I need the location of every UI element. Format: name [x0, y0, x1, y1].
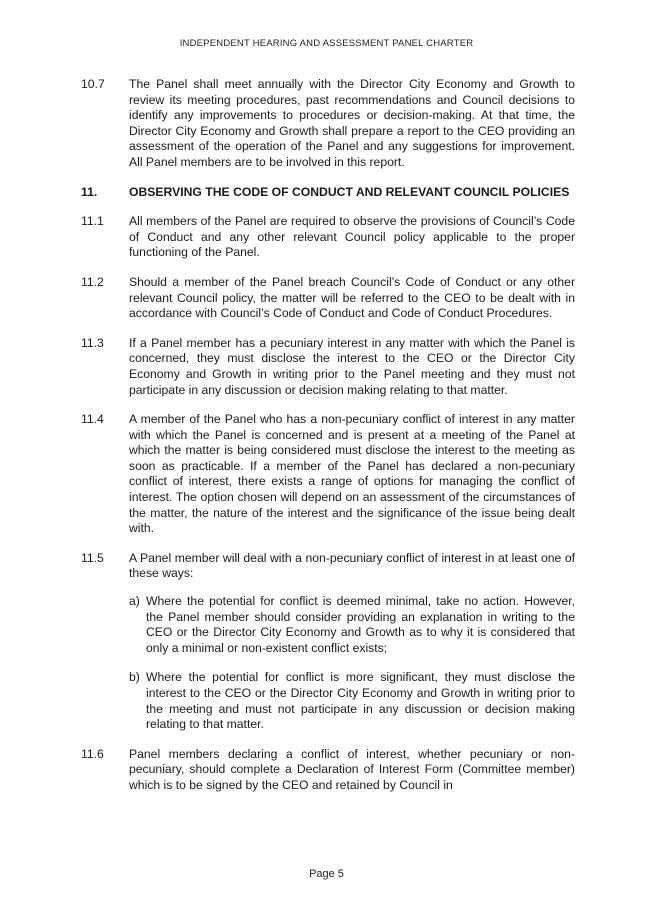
- clause-text: All members of the Panel are required to observe the provisions of Council’s Code of Conduct and any other relevant Council policy applicable to the proper functioning of the Panel.: [129, 214, 575, 260]
- clause-10-7: [81, 77, 575, 171]
- page-number: Page 5: [309, 868, 344, 880]
- section-title: OBSERVING THE CODE OF CONDUCT AND RELEVANT COUNCIL POLICIES: [129, 184, 570, 199]
- clause-number: 11.4: [81, 412, 104, 427]
- clause-number: 11.6: [81, 746, 104, 761]
- clause-text: A Panel member will deal with a non-pecuniary conflict of interest in at least one of these ways:: [129, 550, 575, 581]
- clause-11-3: [81, 336, 575, 398]
- clause-11-5: [81, 551, 575, 582]
- clause-11-4: [81, 412, 575, 537]
- list-item: [129, 594, 575, 656]
- clause-number: 10.7: [81, 77, 105, 91]
- clause-11-5-options: [129, 594, 575, 733]
- clause-11-6: [81, 747, 575, 794]
- clause-11-1: [81, 214, 575, 261]
- document-body: [81, 77, 575, 808]
- clause-number: 11.3: [81, 335, 104, 350]
- clause-text: Should a member of the Panel breach Council’s Code of Conduct or any other relevant Council policy, the matter will be referred to the CEO to be dealt with in accordance with Council’s Code of Conduct and Code of Conduct Procedures.: [129, 274, 575, 321]
- section-number: 11.: [81, 184, 98, 199]
- clause-number: 11.2: [81, 274, 104, 289]
- list-item-text: Where the potential for conflict is deemed minimal, take no action. However, the Panel member should consider providing an explanation in writing to the CEO or the Director City Economy and Growth as to why it is considered that only a minimal or non-existent conflict exists;: [146, 594, 575, 655]
- clause-text: A member of the Panel who has a non-pecuniary conflict of interest in any matter with which the Panel is concerned and is present at a meeting of the Panel at which the matter is being considered must disclose the interest to the meeting as soon as practicable. If a member of the Panel has declared a non-pecuniary conflict of interest, there exists a range of options for managing the conflict of interest. The option chosen will depend on an assessment of the circumstances of the matter, the nature of the interest and the significance of the issue being dealt with.: [129, 412, 575, 536]
- clause-11-2: [81, 275, 575, 322]
- list-item: [129, 670, 575, 732]
- list-item-text: Where the potential for conflict is more significant, they must disclose the interest to the CEO or the Director City Economy and Growth in writing prior to the meeting and must not participate in any discussion or decision making relating to that matter.: [146, 670, 575, 732]
- clause-text: If a Panel member has a pecuniary interest in any matter with which the Panel is concerned, they must disclose the interest to the CEO or the Director City Economy and Growth in writing prior to the Panel meeting and they must not participate in any discussion or decision making relating to that matter.: [129, 335, 575, 397]
- page-header: INDEPENDENT HEARING AND ASSESSMENT PANEL CHARTER: [179, 38, 474, 49]
- section-heading-11: [81, 185, 575, 201]
- clause-number: 11.1: [81, 214, 104, 229]
- list-marker: b): [129, 670, 140, 685]
- clause-text: The Panel shall meet annually with the Director City Economy and Growth to review its meeting procedures, past recommendations and Council decisions to identify any improvements to procedures or decision-making. At that time, the Director City Economy and Growth shall prepare a report to the CEO providing an assessment of the operation of the Panel and any suggestions for improvement. All Panel members are to be involved in this report.: [129, 77, 575, 169]
- clause-text: Panel members declaring a conflict of interest, whether pecuniary or non-pecuniary, should complete a Declaration of Interest Form (Committee member) which is to be signed by the CEO and retained by Council in: [129, 746, 575, 792]
- list-marker: a): [129, 594, 140, 609]
- clause-number: 11.5: [81, 550, 104, 565]
